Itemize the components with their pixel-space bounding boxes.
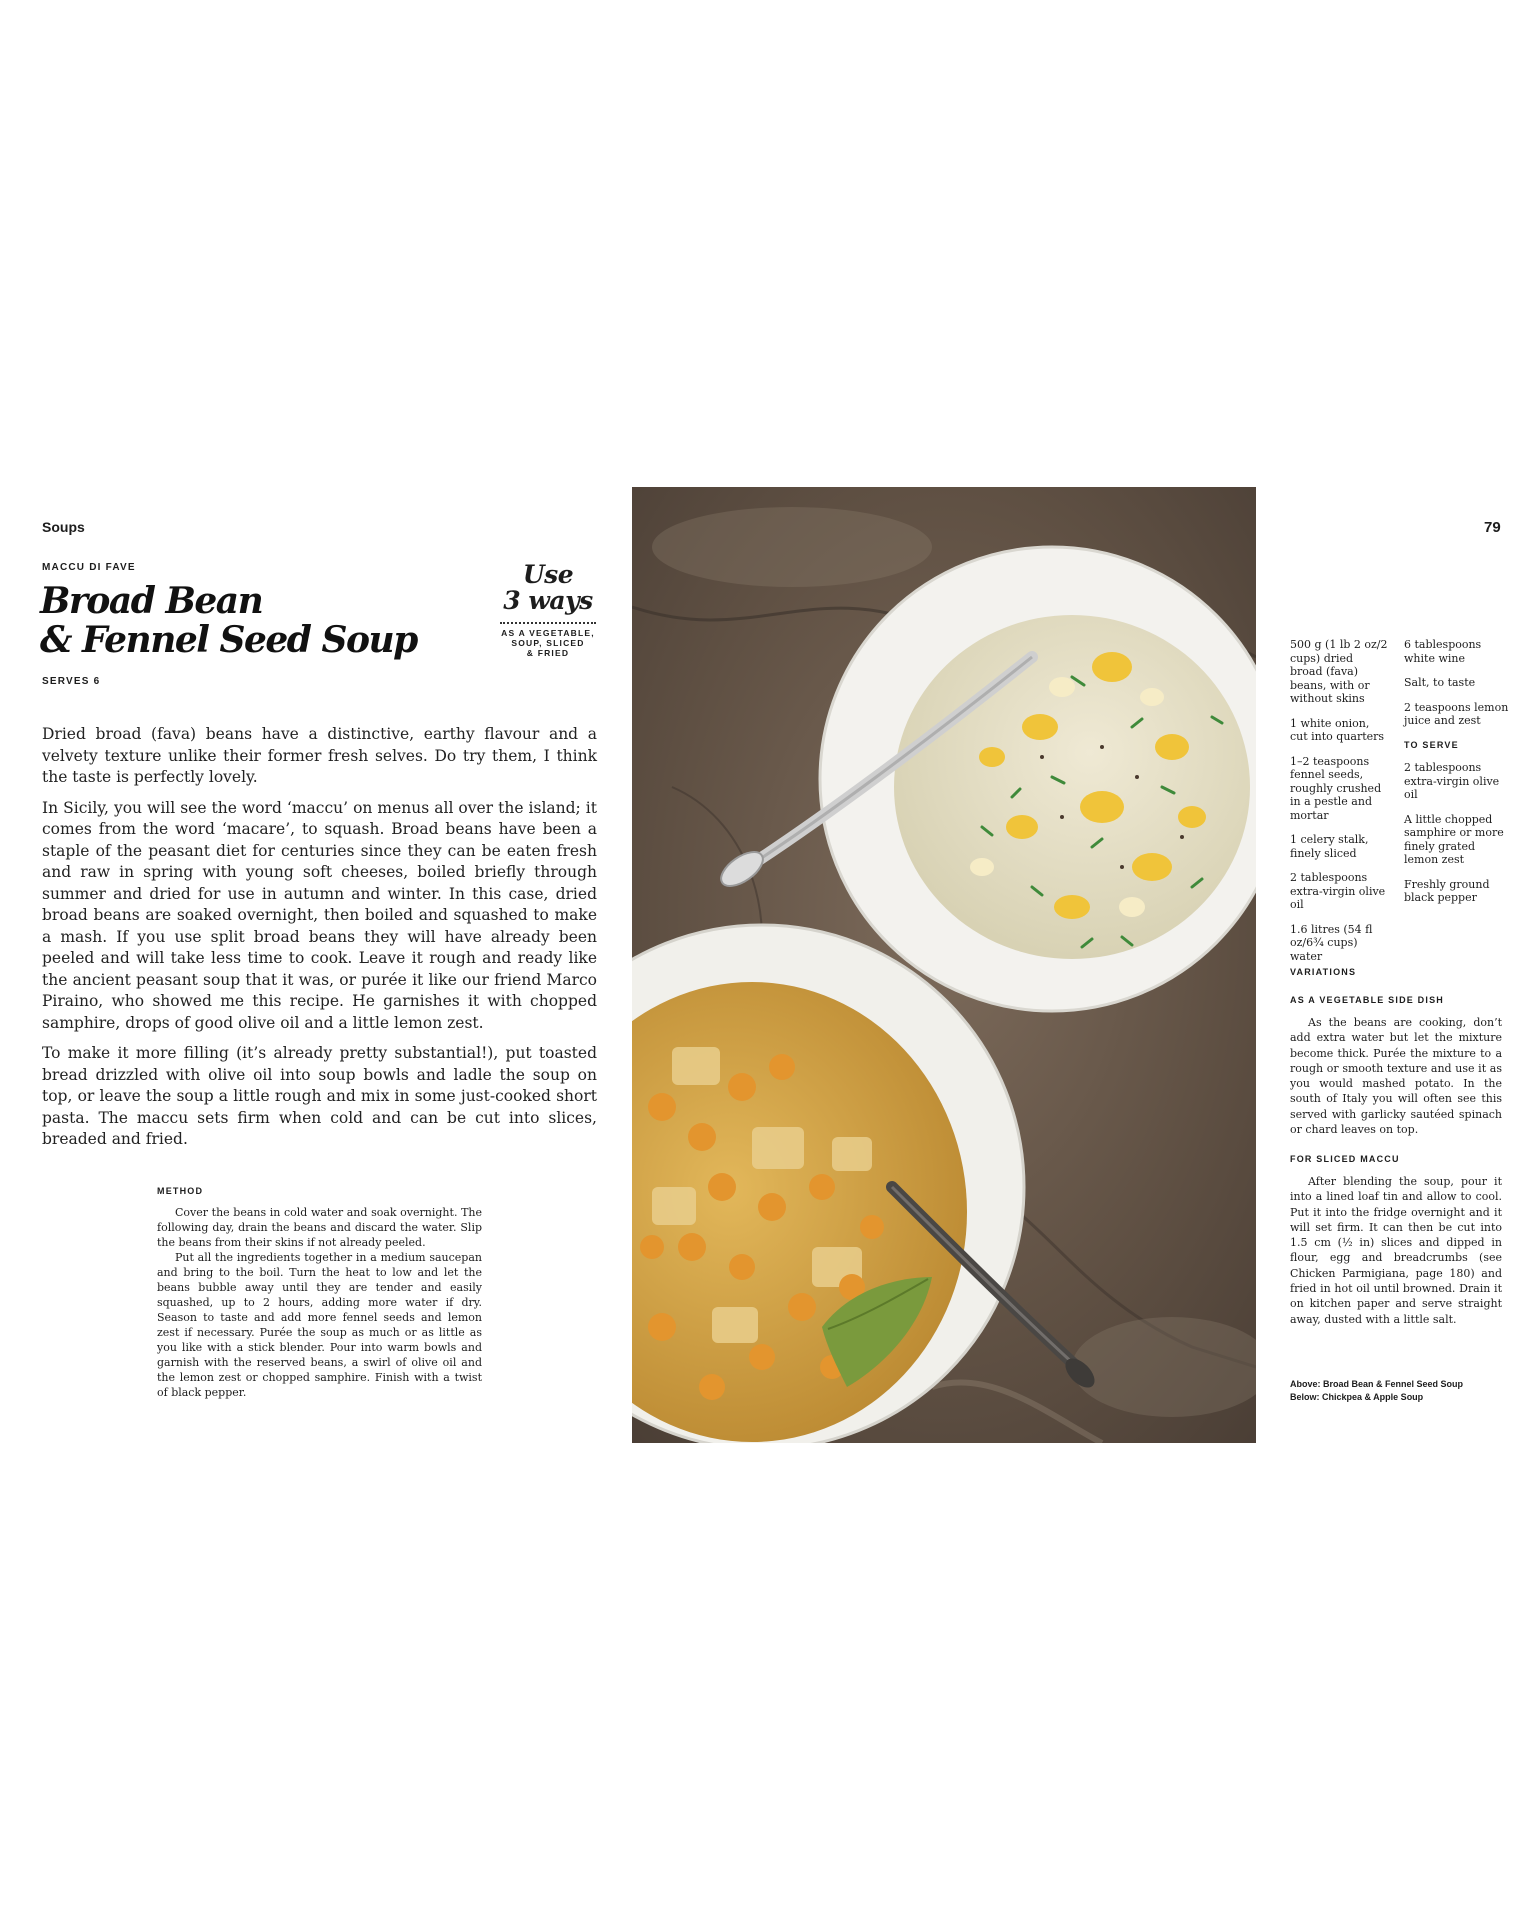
method-paragraph: Cover the beans in cold water and soak overnight. The following day, drain the beans and discard the water. Slip the beans from their skins if not already peeled. xyxy=(157,1206,482,1249)
ingredient-item: 2 teaspoons lemon juice and zest xyxy=(1404,700,1509,727)
ingredient-item: 1.6 litres (54 fl oz/6¾ cups) water xyxy=(1290,922,1373,963)
serves-label: SERVES 6 xyxy=(42,676,101,687)
variation-1-text: As the beans are cooking, don’t add extra water but let the mixture become thick. Purée the mixture to a rough or smooth texture and use it as you would mashed potato. In the south of Italy you will often see this served with garlicky sautéed spinach or chard leaves on top. xyxy=(1290,1016,1502,1137)
ingredient-item: Freshly ground black pepper xyxy=(1404,877,1490,904)
title-line-1: Broad Bean xyxy=(40,580,263,622)
method-text xyxy=(157,1205,482,1400)
ingredient-item: 2 tablespoons extra-virgin olive oil xyxy=(1404,761,1500,801)
ingredient-item: 500 g (1 lb 2 oz/2 cups) dried broad (fava) beans, with or without skins xyxy=(1290,638,1388,705)
badge-divider xyxy=(500,622,596,624)
ingredient-item: 6 tablespoons white wine xyxy=(1404,638,1482,665)
section-label: Soups xyxy=(42,519,85,535)
intro-text xyxy=(42,724,597,1160)
ingredient-item: 1–2 teaspoons fennel seeds, roughly crushed in a pestle and mortar xyxy=(1290,754,1382,822)
ingredient-item: 2 tablespoons extra-virgin olive oil xyxy=(1290,871,1386,911)
soup-photo xyxy=(632,487,1256,1443)
caption-line-2: Below: Chickpea & Apple Soup xyxy=(1290,1392,1424,1402)
intro-paragraph: In Sicily, you will see the word ‘maccu’ on menus all over the island; it comes from the word ‘macare’, to squash. Broad beans have been a staple of the peasant diet for centuries since they can be eaten fresh and raw in spring with young soft cheeses, boiled briefly through summer and dried for use in autumn and winter. In this case, dried broad beans are soaked overnight, then boiled and squashed to make a mash. If you use split broad beans they will have already been peeled and will take less time to cook. Leave it rough and ready like the ancient peasant soup that it was, or purée it like our friend Marco Piraino, who showed me this recipe. He garnishes it with chopped samphire, drops of good olive oil and a little lemon zest. xyxy=(42,798,597,1032)
recipe-title xyxy=(40,582,480,660)
method-paragraph: Put all the ingredients together in a medium saucepan and bring to the boil. Turn the heat to low and let the beans bubble away until they are tender and easily squashed, up to 2 hours, adding more water if dry. Season to taste and add more fennel seeds and lemon zest if necessary. Purée the soup as much or as little as you like with a stick blender. Pour into warm bowls and garnish with the reserved beans, a swirl of olive oil and the lemon zest or chopped samphire. Finish with a twist of black pepper. xyxy=(157,1251,482,1399)
method-heading: METHOD xyxy=(157,1186,204,1196)
soup-photo-illustration xyxy=(632,487,1256,1443)
variation-2-text: After blending the soup, pour it into a lined loaf tin and allow to cool. Put it into the fridge overnight and it will set firm. It can then be cut into 1.5 cm (½ in) slices and dipped in flour, egg and breadcrumbs (see Chicken Parmigiana, page 180) and fried in hot oil until browned. Drain it on kitchen paper and serve straight away, dusted with a little salt. xyxy=(1290,1175,1502,1326)
caption-line-1: Above: Broad Bean & Fennel Seed Soup xyxy=(1290,1379,1464,1389)
variation-1-heading: AS A VEGETABLE SIDE DISH xyxy=(1290,995,1444,1005)
variations-heading: VARIATIONS xyxy=(1290,967,1357,977)
page-number: 79 xyxy=(1484,519,1501,536)
photo-caption xyxy=(1290,1378,1463,1404)
badge-small-1: AS A VEGETABLE, xyxy=(501,628,595,638)
ingredients-column-2 xyxy=(1404,638,1512,916)
badge-line-2: 3 ways xyxy=(503,586,593,615)
use-ways-badge xyxy=(496,562,600,658)
ingredient-item: 1 celery stalk, finely sliced xyxy=(1290,833,1369,860)
recipe-subtitle: MACCU DI FAVE xyxy=(42,562,136,573)
badge-line-1: Use xyxy=(522,560,574,589)
ingredient-item: Salt, to taste xyxy=(1404,676,1476,689)
ingredient-item: 1 white onion, cut into quarters xyxy=(1290,716,1385,743)
to-serve-heading: TO SERVE xyxy=(1404,739,1459,750)
intro-paragraph: Dried broad (fava) beans have a distinctive, earthy flavour and a velvety texture unlike their former fresh selves. Do try them, I think the taste is perfectly lovely. xyxy=(42,725,597,786)
ingredients-column-1 xyxy=(1290,638,1388,974)
ingredient-item: A little chopped samphire or more finely grated lemon zest xyxy=(1404,812,1504,866)
badge-small-2: SOUP, SLICED xyxy=(511,638,585,648)
variation-2-heading: FOR SLICED MACCU xyxy=(1290,1154,1400,1164)
title-line-2: & Fennel Seed Soup xyxy=(40,619,417,661)
intro-paragraph: To make it more filling (it’s already pretty substantial!), put toasted bread drizzled with olive oil into soup bowls and ladle the soup on top, or leave the soup a little rough and mix in some just-cooked short pasta. The maccu sets firm when cold and can be cut into slices, breaded and fried. xyxy=(42,1044,597,1148)
badge-small-3: & FRIED xyxy=(526,648,570,658)
